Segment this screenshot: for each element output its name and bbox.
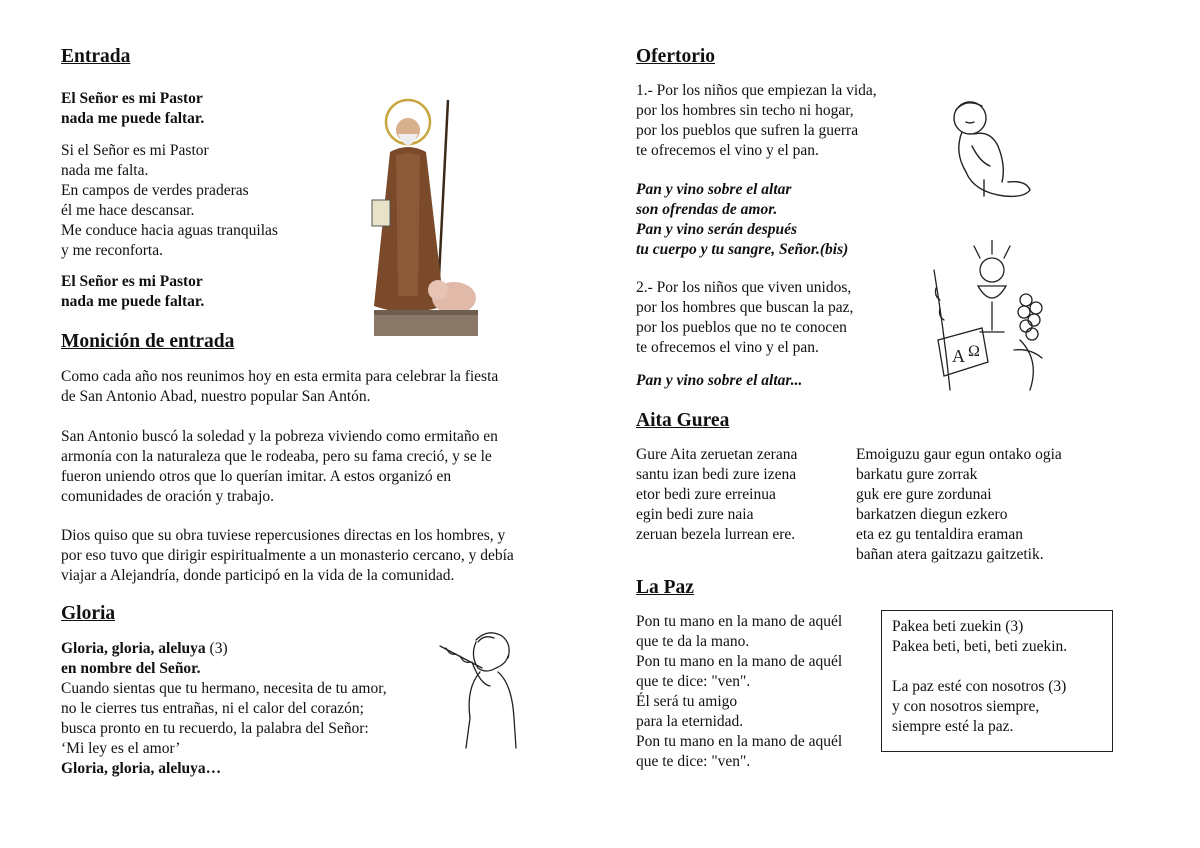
- text-line: Pakea beti, beti, beti zuekin.: [892, 638, 1068, 655]
- text-line: Pon tu mano en la mano de aquél: [636, 613, 843, 630]
- boy-playing-flute-image: [436, 628, 520, 750]
- text-line: él me hace descansar.: [61, 202, 195, 219]
- text-line: que te dice: "ven".: [636, 673, 751, 690]
- kneeling-child-image: [944, 96, 1036, 206]
- ofertorio-verse-1: [636, 81, 877, 161]
- text-line: Gure Aita zeruetan zerana: [636, 446, 798, 463]
- text-line: armonía con la naturaleza que le rodeaba, pero su fama creció, y se le: [61, 448, 492, 465]
- svg-text:A: A: [952, 346, 965, 366]
- text-line: Pon tu mano en la mano de aquél: [636, 653, 843, 670]
- gloria-refrain-bold: Gloria, gloria, aleluya: [61, 640, 206, 657]
- monicion-paragraph-2: [61, 427, 498, 507]
- aita-gurea-column-2: [856, 445, 1062, 565]
- text-line: que te dice: "ven".: [636, 753, 751, 770]
- text-line: por los hombres que buscan la paz,: [636, 299, 854, 316]
- text-line: zeruan bezela lurrean ere.: [636, 526, 796, 543]
- aita-gurea-title: Aita Gurea: [636, 410, 730, 431]
- text-line: El Señor es mi Pastor: [61, 273, 203, 290]
- gloria-text: [61, 639, 387, 779]
- text-line: Emoiguzu gaur egun ontako ogia: [856, 446, 1062, 463]
- la-paz-refrain-box: [881, 610, 1113, 752]
- spacer: [892, 657, 1102, 677]
- saint-anthony-statue-image: [368, 96, 486, 342]
- text-line: que te da la mano.: [636, 633, 750, 650]
- text-line: por los hombres sin techo ni hogar,: [636, 102, 854, 119]
- text-line: busca pronto en tu recuerdo, la palabra del Señor:: [61, 720, 369, 737]
- ofertorio-verse-2: [636, 278, 853, 358]
- text-line: nada me falta.: [61, 162, 149, 179]
- text-line: Pon tu mano en la mano de aquél: [636, 733, 843, 750]
- monicion-paragraph-1: [61, 367, 498, 407]
- text-line: Dios quiso que su obra tuviese repercusiones directas en los hombres, y: [61, 527, 506, 544]
- text-line: El Señor es mi Pastor: [61, 90, 203, 107]
- svg-text:Ω: Ω: [968, 343, 980, 360]
- text-line: viajar a Alejandría, donde participó en la vida de la comunidad.: [61, 567, 455, 584]
- text-line: etor bedi zure erreinua: [636, 486, 776, 503]
- text-line: bañan atera gaitzazu gaitzetik.: [856, 546, 1044, 563]
- text-line: tu cuerpo y tu sangre, Señor.(bis): [636, 241, 849, 258]
- text-line: son ofrendas de amor.: [636, 201, 778, 218]
- text-line: guk ere gure zordunai: [856, 486, 992, 503]
- text-line: Pan y vino sobre el altar: [636, 181, 792, 198]
- text-line: Me conduce hacia aguas tranquilas: [61, 222, 278, 239]
- entrada-verse: [61, 141, 278, 261]
- text-line: por los pueblos que no te conocen: [636, 319, 847, 336]
- text-line: En campos de verdes praderas: [61, 182, 249, 199]
- ofertorio-chorus-short: [636, 371, 802, 391]
- text-line: no le cierres tus entrañas, ni el calor del corazón;: [61, 700, 364, 717]
- text-line: Gloria, gloria, aleluya…: [61, 760, 222, 777]
- ofertorio-chorus: [636, 180, 848, 260]
- la-paz-text: [636, 612, 842, 772]
- eucharist-symbols-image: [930, 240, 1054, 400]
- text-line: y me reconforta.: [61, 242, 163, 259]
- aita-gurea-column-1: [636, 445, 797, 545]
- text-line: para la eternidad.: [636, 713, 744, 730]
- text-line: de San Antonio Abad, nuestro popular San Antón.: [61, 388, 371, 405]
- text-line: egin bedi zure naia: [636, 506, 754, 523]
- text-line: nada me puede faltar.: [61, 293, 205, 310]
- text-line: barkatu gure zorrak: [856, 466, 978, 483]
- monicion-title: Monición de entrada: [61, 331, 235, 352]
- text-line: siempre esté la paz.: [892, 718, 1014, 735]
- gloria-repeat-count: (3): [205, 640, 228, 657]
- text-line: te ofrecemos el vino y el pan.: [636, 339, 819, 356]
- la-paz-title: La Paz: [636, 577, 694, 598]
- text-line: Pan y vino sobre el altar...: [636, 372, 803, 389]
- text-line: por los pueblos que sufren la guerra: [636, 122, 859, 139]
- text-line: La paz esté con nosotros (3): [892, 678, 1067, 695]
- text-line: Él será tu amigo: [636, 693, 738, 710]
- text-line: nada me puede faltar.: [61, 110, 205, 127]
- text-line: barkatzen diegun ezkero: [856, 506, 1008, 523]
- text-line: Pan y vino serán después: [636, 221, 798, 238]
- text-line: Como cada año nos reunimos hoy en esta ermita para celebrar la fiesta: [61, 368, 499, 385]
- monicion-paragraph-3: [61, 526, 514, 586]
- text-line: por eso tuvo que dirigir espiritualmente a un monasterio cercano, y debía: [61, 547, 514, 564]
- text-line: en nombre del Señor.: [61, 660, 201, 677]
- entrada-refrain: [61, 89, 204, 129]
- text-line: 1.- Por los niños que empiezan la vida,: [636, 82, 877, 99]
- entrada-title: Entrada: [61, 46, 131, 67]
- text-line: y con nosotros siempre,: [892, 698, 1040, 715]
- gloria-line-1: [61, 639, 387, 659]
- ofertorio-title: Ofertorio: [636, 46, 716, 67]
- text-line: eta ez gu tentaldira eraman: [856, 526, 1023, 543]
- text-line: te ofrecemos el vino y el pan.: [636, 142, 819, 159]
- text-line: Pakea beti zuekin (3): [892, 618, 1024, 635]
- text-line: ‘Mi ley es el amor’: [61, 740, 181, 757]
- gloria-title: Gloria: [61, 603, 116, 624]
- text-line: fueron uniendo otros que lo querían imitar. A estos organizó en: [61, 468, 452, 485]
- text-line: 2.- Por los niños que viven unidos,: [636, 279, 852, 296]
- text-line: Si el Señor es mi Pastor: [61, 142, 209, 159]
- text-line: Cuando sientas que tu hermano, necesita de tu amor,: [61, 680, 387, 697]
- entrada-refrain-2: [61, 272, 204, 312]
- text-line: santu izan bedi zure izena: [636, 466, 797, 483]
- text-line: San Antonio buscó la soledad y la pobreza viviendo como ermitaño en: [61, 428, 498, 445]
- text-line: comunidades de oración y trabajo.: [61, 488, 275, 505]
